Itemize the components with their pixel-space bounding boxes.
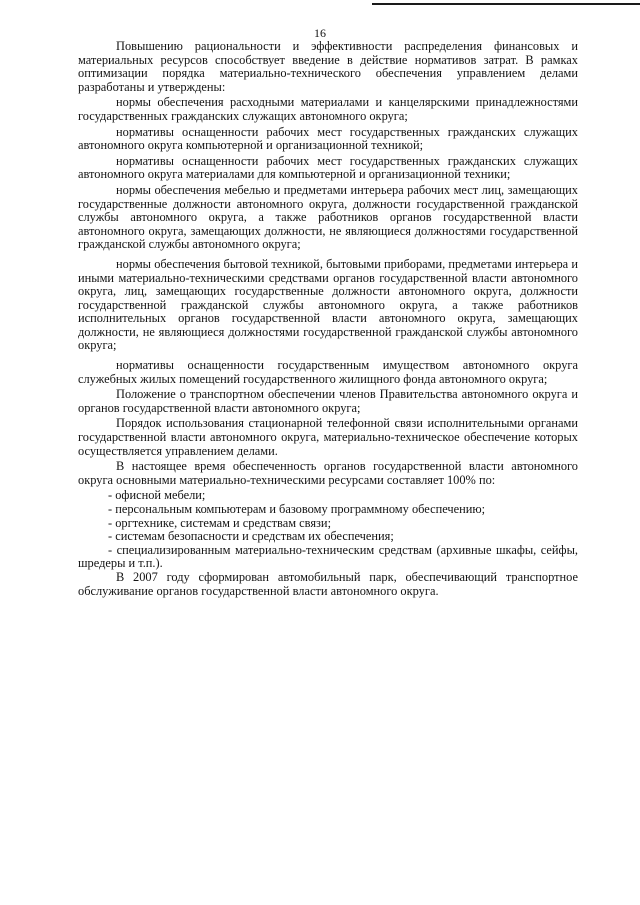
paragraph-resource-provision: В настоящее время обеспеченность органов государственной власти автономного округа основными материально-техническими ресурсами составляет 100% по: [78, 459, 578, 487]
paragraph-furniture-norms: нормы обеспечения мебелью и предметами интерьера рабочих мест лиц, замещающих государственные должности автономного округа, должности государственной гражданской службы автономного округа, а также работников органов государственной власти автономного округа, замещающих должности, не являющиеся должностями государственной гражданской службы автономного округа; [78, 182, 578, 252]
top-edge-line [372, 3, 640, 5]
list-item-office-equipment-communications: - оргтехнике, системам и средствам связи; [108, 515, 332, 530]
paragraph-housing-property-norms: нормативы оснащенности государственным имуществом автономного округа служебных жилых помещений государственного жилищного фонда автономного округа; [78, 358, 578, 386]
paragraph-transport-regulation: Положение о транспортном обеспечении членов Правительства автономного округа и органов государственной власти автономного округа; [78, 387, 578, 415]
paragraph-computer-materials-norms: нормативы оснащенности рабочих мест государственных гражданских служащих автономного округа материалами для компьютерной и организационной техники; [78, 153, 578, 182]
paragraph-telephone-procedure: Порядок использования стационарной телефонной связи исполнительными органами государственной власти автономного округа, материально-техническое обеспечение которых осуществляется управлением делами. [78, 416, 578, 458]
intro-paragraph: Повышению рациональности и эффективности распределения финансовых и материальных ресурсов способствует введение в действие нормативов затрат. В рамках оптимизации порядка материально-технического обеспечения управлением делами разработаны и утверждены: [78, 39, 578, 94]
list-item-specialized-equipment: - специализированным материально-техническим средствам (архивные шкафы, сейфы, шредеры и т.п.). [78, 542, 578, 571]
list-item-office-furniture: - офисной мебели; [108, 488, 206, 503]
paragraph-household-appliance-norms: нормы обеспечения бытовой техникой, бытовыми приборами, предметами интерьера и иными материально-техническими средствами органов государственной власти автономного округа, лиц, замещающих государственные должности автономного округа, должности государственной гражданской службы автономного округа, а также работников исполнительных органов государственной власти автономного округа, замещающих должности, не являющиеся должностями государственной гражданской службы автономного округа; [78, 256, 578, 353]
list-item-security-systems: - системам безопасности и средствам их обеспечения; [108, 529, 394, 544]
page-number: 16 [314, 26, 326, 40]
document-body [78, 40, 578, 600]
closing-paragraph: В 2007 году сформирован автомобильный парк, обеспечивающий транспортное обслуживание органов государственной власти автономного округа. [78, 569, 578, 598]
paragraph-stationery-norms: нормы обеспечения расходными материалами и канцелярскими принадлежностями государственных гражданских служащих автономного округа; [78, 95, 578, 123]
list-item-computers-software: - персональным компьютерам и базовому программному обеспечению; [108, 502, 486, 516]
paragraph-computer-equipment-norms: нормативы оснащенности рабочих мест государственных гражданских служащих автономного округа компьютерной и организационной техникой; [78, 124, 578, 153]
